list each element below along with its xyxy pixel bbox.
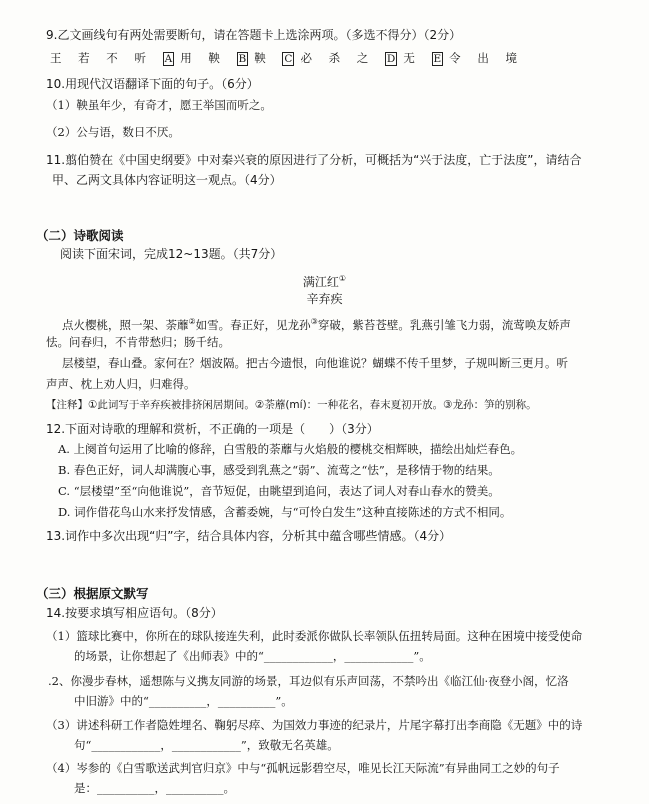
poem-title-text: 满江红 [302,275,339,289]
item-1-end: ”。 [413,649,431,663]
q12-option-c: C. “层楼望”至“向他谁说”，音节短促，由眺望到追问，表达了词人对春山春水的赞美。 [58,484,500,498]
item-4-line-2 [74,780,235,796]
section-2-intro: 阅读下面宋词，完成12~13题。（共7分） [60,247,283,261]
q9-post: 令 出 境 [449,51,524,65]
item-1-blank-1[interactable]: ____________ [263,649,333,663]
item-3-blank-1[interactable]: ____________ [91,738,161,752]
option-b-box[interactable]: B [238,53,247,65]
q10-stem: 10.用现代汉语翻译下面的句子。（6分） [46,77,259,91]
poem-line-1c: 穿破，紫苔苍壁。乳燕引雏飞力弱，流莺唤友娇声 [317,317,571,332]
q9-mid1: 用 鞅 [180,51,227,65]
section-3-header: （三）根据原文默写 [36,586,149,601]
item-4-blank-2[interactable]: __________ [166,781,224,795]
note-mark-3: ③ [310,317,318,326]
item-2-line-2 [74,693,293,709]
poem-line-1a: 点火樱桃，照一架、荼蘼 [62,317,189,332]
q11-line-1: 11.翦伯赞在《中国史纲要》中对秦兴衰的原因进行了分析，可概括为“兴于法度，亡于法度”，请结合 [46,153,582,167]
q11-line-2: 甲、乙两文具体内容证明这一观点。（4分） [52,173,282,187]
q9-stem: 9.乙文画线句有两处需要断句，请在答题卡上选涂两项。（多选不得分）（2分） [46,28,462,42]
item-3-sep: ， [160,738,172,752]
option-a-box[interactable]: A [164,53,173,65]
q13-stem: 13.词作中多次出现“归”字，结合具体内容，分析其中蕴含哪些情感。（4分） [46,529,452,543]
q9-pre: 王 若 不 听 [50,51,153,65]
item-1-blank-2[interactable]: ____________ [344,649,414,663]
item-2-line-1: .2、你漫步春林，遥想陈与义携友同游的场景，耳边似有乐声回荡，不禁吟出《临江仙·夜登小阁，忆洛 [48,674,569,688]
q14-stem: 14.按要求填写相应语句。（8分） [46,606,223,620]
item-3-blank-2[interactable]: ____________ [171,738,241,752]
poem-author: 辛弃疾 [306,292,343,306]
item-2-text: 中旧游》中的“ [74,694,149,708]
item-4-end: 。 [223,781,235,795]
q12-option-b: B. 春色正好，词人却满腹心事，感受到乳燕之“弱”、流莺之“怯”，是移情于物的结果。 [58,463,500,477]
item-3-text: 句“ [74,738,92,752]
item-4-sep: ， [154,781,166,795]
q10-sentence-2: （2）公与语，数日不厌。 [46,125,180,139]
q9-mid3: 必 杀 之 [300,51,375,65]
q9-sentence [50,50,523,66]
poem-line-4: 声声、枕上劝人归，归难得。 [46,377,196,391]
item-1-line-2 [74,648,431,664]
item-2-blank-2[interactable]: __________ [217,694,276,708]
item-2-blank-1[interactable]: __________ [148,694,207,708]
item-2-end: ”。 [275,694,293,708]
option-c-box[interactable]: C [284,53,293,65]
item-3-end: ”，致敬无名英雄。 [240,738,339,752]
q10-sentence-1: （1）鞅虽年少，有奇才，愿王举国而听之。 [46,98,272,112]
poem-line-1 [62,314,571,333]
poem-notes: 【注释】①此词写于辛弃疾被排挤闲居期间。②荼蘼(mí)：一种花名，春末夏初开放。③龙孙：笋的别称。 [46,399,537,411]
q9-mid4: 无 [403,51,422,65]
item-4-line-1: （4）岑参的《白雪歌送武判官归京》中与“孤帆远影碧空尽，唯见长江天际流”有异曲同工之妙的句子 [46,761,560,775]
item-1-line-1: （1）篮球比赛中，你所在的球队接连失利，此时委派你做队长率领队伍扭转局面。这种在困境中接受使命 [46,629,583,643]
item-3-line-1: （3）讲述科研工作者隐姓埋名、鞠躬尽瘁、为国效力事迹的纪录片，片尾字幕打出李商隐《无题》中的诗 [46,718,583,732]
option-e-box[interactable]: E [433,53,442,65]
q9-mid2: 鞅 [254,51,273,65]
note-mark-2: ② [188,317,196,326]
section-2-header: （二）诗歌阅读 [36,228,124,243]
item-2-sep: ， [206,694,218,708]
poem-title-note-mark: ① [338,274,347,283]
poem-line-1b: 如雪。春正好，见龙孙 [195,317,311,332]
item-1-text: 的场景，让你想起了《出师表》中的“ [74,649,264,663]
poem-line-2: 怯。问春归，不肯带愁归；肠千结。 [46,335,230,349]
item-1-sep: ， [332,649,345,663]
q12-stem: 12.下面对诗歌的理解和赏析，不正确的一项是（ ）（3分） [46,422,379,436]
item-4-blank-1[interactable]: __________ [97,781,155,795]
item-3-line-2 [74,737,339,753]
option-d-box[interactable]: D [386,53,396,65]
poem-line-3: 层楼望，春山叠。家何在？烟波隔。把古今遗恨，向他谁说？蝴蝶不传千里梦，子规叫断三更月。听 [62,356,568,370]
poem-title [0,271,649,290]
q12-option-a: A. 上阕首句运用了比喻的修辞，白雪般的荼蘼与火焰般的樱桃交相辉映，描绘出灿烂春色。 [58,442,523,456]
item-4-text: 是： [74,781,97,795]
q12-option-d: D. 词作借花鸟山水来抒发情感，含蓄委婉，与“可怜白发生”这种直接陈述的方式不相同。 [58,505,512,519]
